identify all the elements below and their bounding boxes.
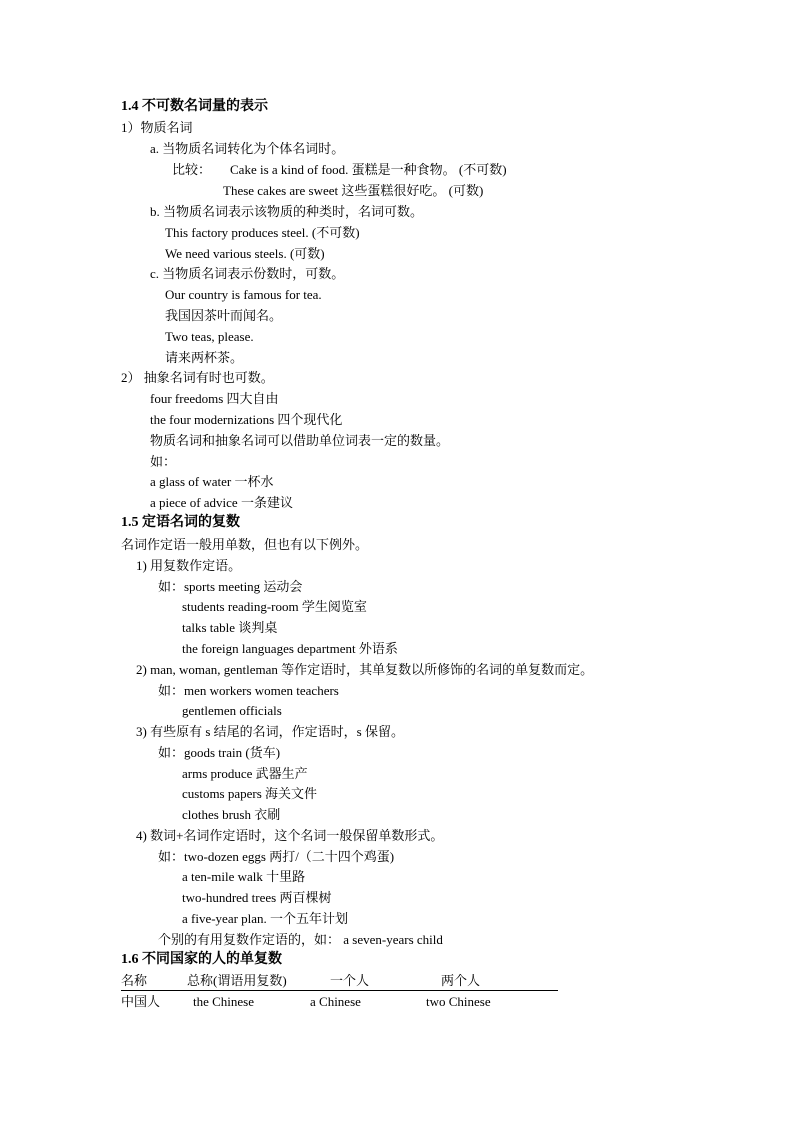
example-line: 如：goods train (货车)	[158, 745, 281, 760]
table-header-cell: 两个人	[441, 973, 481, 988]
rule-3: 3) 有些原有 s 结尾的名词，作定语时，s 保留。	[136, 724, 404, 739]
table-row	[121, 993, 558, 1011]
section-intro: 名词作定语一般用单数，但也有以下例外。	[121, 537, 369, 552]
example-line: a glass of water 一杯水	[150, 474, 274, 489]
point-b: b. 当物质名词表示该物质的种类时，名词可数。	[150, 204, 424, 219]
abstract-nouns-heading: 2） 抽象名词有时也可数。	[121, 370, 274, 385]
example-line: We need various steels. (可数)	[165, 246, 325, 261]
table-cell: two Chinese	[426, 994, 491, 1009]
section-1-5-title: 1.5 定语名词的复数	[121, 515, 240, 530]
example-line: students reading-room 学生阅览室	[182, 599, 367, 614]
example-line: arms produce 武器生产	[182, 766, 308, 781]
example-line: These cakes are sweet 这些蛋糕很好吃。 (可数)	[223, 183, 484, 198]
table-cell: a Chinese	[310, 994, 361, 1009]
table-header-cell: 名称	[121, 973, 148, 988]
example-line: Our country is famous for tea.	[165, 287, 322, 302]
example-line: talks table 谈判桌	[182, 620, 278, 635]
example-line: Two teas, please.	[165, 329, 254, 344]
table-cell: the Chinese	[193, 994, 255, 1009]
note-line: 个别的有用复数作定语的，如： a seven-years child	[158, 932, 443, 947]
example-line: the four modernizations 四个现代化	[150, 412, 343, 427]
example-line: four freedoms 四大自由	[150, 391, 279, 406]
section-1-4-title: 1.4 不可数名词量的表示	[121, 99, 268, 114]
rule-4: 4) 数词+名词作定语时，这个名词一般保留单数形式。	[136, 828, 444, 843]
material-nouns-heading: 1）物质名词	[121, 120, 193, 135]
example-line: a five-year plan. 一个五年计划	[182, 911, 349, 926]
point-a: a. 当物质名词转化为个体名词时。	[150, 141, 345, 156]
example-line: Cake is a kind of food. 蛋糕是一种食物。 (不可数)	[230, 162, 507, 177]
example-line: 如：two-dozen eggs 两打/（二十四个鸡蛋)	[158, 849, 395, 864]
example-line: the foreign languages department 外语系	[182, 641, 398, 656]
rule-2: 2) man, woman, gentleman 等作定语时，其单复数以所修饰的名词的单复数而定。	[136, 662, 594, 677]
example-line: This factory produces steel. (不可数)	[165, 225, 360, 240]
note-line: 物质名词和抽象名词可以借助单位词表一定的数量。	[150, 433, 450, 448]
example-line: 如：sports meeting 运动会	[158, 579, 303, 594]
example-line: customs papers 海关文件	[182, 786, 318, 801]
example-line: clothes brush 衣刷	[182, 807, 281, 822]
example-line: a ten-mile walk 十里路	[182, 869, 306, 884]
example-line: gentlemen officials	[182, 703, 282, 718]
rule-1: 1) 用复数作定语。	[136, 558, 242, 573]
example-intro: 如：	[150, 454, 177, 469]
example-line: two-hundred trees 两百棵树	[182, 890, 332, 905]
table-header-cell: 总称(谓语用复数)	[187, 973, 287, 988]
section-1-6-title: 1.6 不同国家的人的单复数	[121, 952, 282, 967]
table-header-row	[121, 972, 558, 991]
example-line: 我国因茶叶而闻名。	[165, 308, 283, 323]
example-line: 如：men workers women teachers	[158, 683, 339, 698]
compare-label: 比较：	[172, 162, 212, 177]
table-header-cell: 一个人	[330, 973, 370, 988]
example-line: a piece of advice 一条建议	[150, 495, 293, 510]
example-line: 请来两杯茶。	[165, 350, 244, 365]
table-cell: 中国人	[121, 994, 161, 1009]
point-c: c. 当物质名词表示份数时，可数。	[150, 266, 345, 281]
